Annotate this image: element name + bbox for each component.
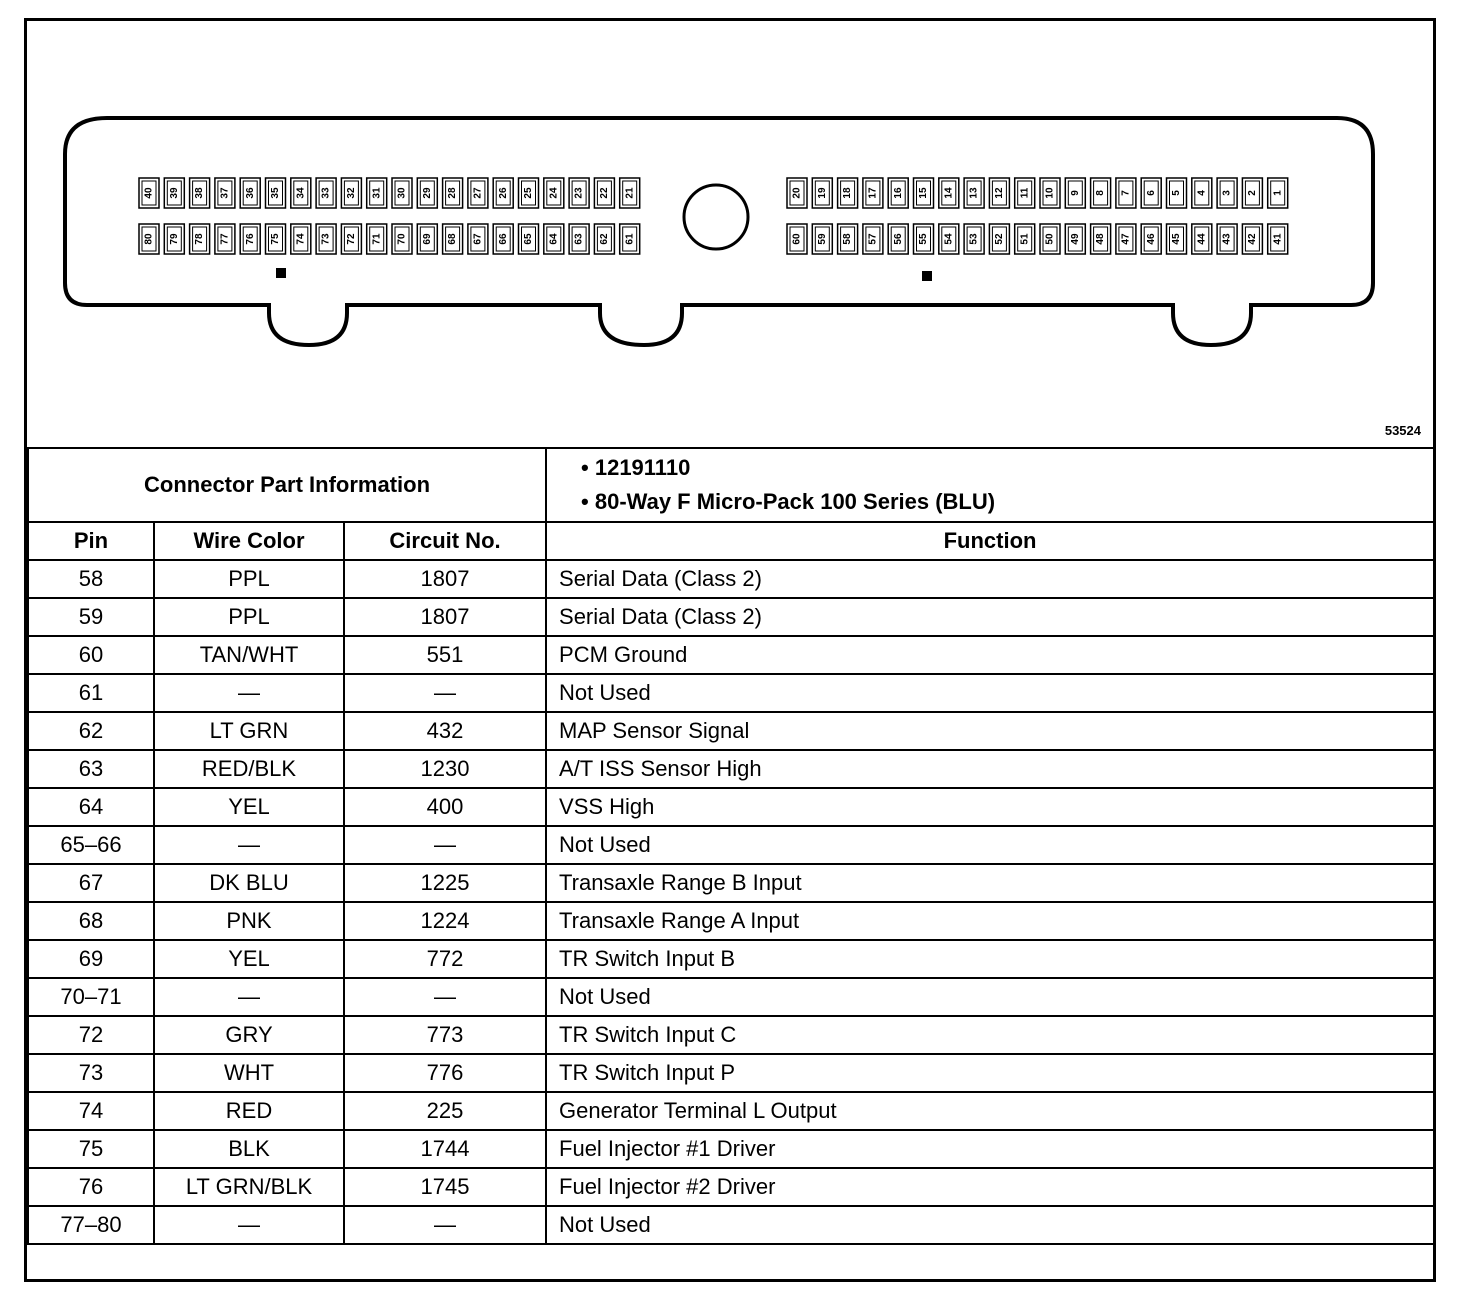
pin-66: [493, 224, 513, 254]
pin-label: 65: [523, 233, 535, 245]
function-cell: Not Used: [546, 1206, 1434, 1244]
pin-3: [1217, 178, 1237, 208]
pin-16: [888, 178, 908, 208]
pin-72: [341, 224, 361, 254]
pin-60: [787, 224, 807, 254]
circuit-cell: 1224: [344, 902, 546, 940]
pin-label: 72: [346, 233, 358, 245]
table-row: [28, 826, 1434, 864]
wire-color-cell: TAN/WHT: [154, 636, 344, 674]
pin-label: 23: [573, 187, 585, 199]
pin-label: 10: [1044, 187, 1056, 199]
pin-label: 76: [244, 233, 256, 245]
pin-18: [838, 178, 858, 208]
pin-56: [888, 224, 908, 254]
pin-label: 68: [447, 233, 459, 245]
connector-frame: [24, 18, 1436, 1282]
pin-label: 14: [943, 187, 955, 199]
connector-diagram: [27, 21, 1433, 447]
table-row: [28, 750, 1434, 788]
circuit-cell: 776: [344, 1054, 546, 1092]
pin-label: 63: [573, 233, 585, 245]
pin-label: 37: [219, 187, 231, 199]
pin-58: [838, 224, 858, 254]
function-cell: TR Switch Input B: [546, 940, 1434, 978]
pinout-table: [27, 447, 1435, 1245]
pin-cell: 75: [28, 1130, 154, 1168]
pin-label: 41: [1272, 233, 1284, 245]
pin-cell: 61: [28, 674, 154, 712]
pin-label: 17: [867, 187, 879, 199]
pin-33: [316, 178, 336, 208]
connector-outline: [27, 21, 1433, 447]
wire-color-cell: LT GRN: [154, 712, 344, 750]
pin-70: [392, 224, 412, 254]
pin-label: 60: [791, 233, 803, 245]
pin-label: 24: [548, 187, 560, 199]
pin-label: 46: [1145, 233, 1157, 245]
pin-28: [443, 178, 463, 208]
pin-label: 62: [599, 233, 611, 245]
pin-label: 32: [346, 187, 358, 199]
pin-4: [1192, 178, 1212, 208]
pin-30: [392, 178, 412, 208]
pin-78: [190, 224, 210, 254]
pin-label: 12: [994, 187, 1006, 199]
pin-label: 54: [943, 233, 955, 245]
circuit-cell: 1807: [344, 598, 546, 636]
pin-39: [164, 178, 184, 208]
pin-63: [569, 224, 589, 254]
pin-marker-left: [276, 268, 286, 278]
pin-cell: 62: [28, 712, 154, 750]
keying-hole: [684, 185, 748, 249]
pin-57: [863, 224, 883, 254]
pin-label: 53: [968, 233, 980, 245]
pin-2: [1242, 178, 1262, 208]
table-row: [28, 1130, 1434, 1168]
function-cell: Transaxle Range A Input: [546, 902, 1434, 940]
function-cell: Not Used: [546, 674, 1434, 712]
wire-color-cell: BLK: [154, 1130, 344, 1168]
pin-label: 79: [168, 233, 180, 245]
pin-24: [544, 178, 564, 208]
pin-25: [519, 178, 539, 208]
table-row: [28, 712, 1434, 750]
pin-label: 51: [1019, 233, 1031, 245]
pin-label: 57: [867, 233, 879, 245]
pin-44: [1192, 224, 1212, 254]
pin-12: [989, 178, 1009, 208]
circuit-cell: 773: [344, 1016, 546, 1054]
pin-label: 15: [918, 187, 930, 199]
pin-cell: 64: [28, 788, 154, 826]
function-cell: Fuel Injector #1 Driver: [546, 1130, 1434, 1168]
pin-7: [1116, 178, 1136, 208]
pin-73: [316, 224, 336, 254]
header-function: Function: [546, 522, 1434, 560]
pin-label: 3: [1221, 190, 1233, 196]
pin-label: 74: [295, 233, 307, 245]
pin-76: [240, 224, 260, 254]
pin-label: 45: [1171, 233, 1183, 245]
table-row: [28, 1016, 1434, 1054]
function-cell: Fuel Injector #2 Driver: [546, 1168, 1434, 1206]
pin-59: [812, 224, 832, 254]
figure-id: 53524: [1384, 423, 1421, 438]
pin-15: [914, 178, 934, 208]
function-cell: Not Used: [546, 978, 1434, 1016]
pin-label: 34: [295, 187, 307, 199]
function-cell: VSS High: [546, 788, 1434, 826]
circuit-cell: 1807: [344, 560, 546, 598]
pin-label: 59: [816, 233, 828, 245]
pin-27: [468, 178, 488, 208]
function-cell: A/T ISS Sensor High: [546, 750, 1434, 788]
connector-description: • 80-Way F Micro-Pack 100 Series (BLU): [581, 485, 1433, 519]
pin-label: 78: [194, 233, 206, 245]
header-row: [28, 522, 1434, 560]
pin-79: [164, 224, 184, 254]
function-cell: Serial Data (Class 2): [546, 598, 1434, 636]
pin-26: [493, 178, 513, 208]
pin-cell: 69: [28, 940, 154, 978]
pin-75: [266, 224, 286, 254]
wire-color-cell: WHT: [154, 1054, 344, 1092]
pin-cell: 63: [28, 750, 154, 788]
pin-49: [1065, 224, 1085, 254]
pin-cell: 59: [28, 598, 154, 636]
function-cell: TR Switch Input C: [546, 1016, 1434, 1054]
circuit-cell: 225: [344, 1092, 546, 1130]
pin-cell: 73: [28, 1054, 154, 1092]
pin-label: 73: [320, 233, 332, 245]
function-cell: TR Switch Input P: [546, 1054, 1434, 1092]
function-cell: Not Used: [546, 826, 1434, 864]
circuit-cell: —: [344, 978, 546, 1016]
pin-77: [215, 224, 235, 254]
pin-61: [620, 224, 640, 254]
pin-43: [1217, 224, 1237, 254]
pin-label: 31: [371, 187, 383, 199]
wire-color-cell: —: [154, 1206, 344, 1244]
pin-23: [569, 178, 589, 208]
pin-label: 66: [497, 233, 509, 245]
function-cell: Serial Data (Class 2): [546, 560, 1434, 598]
wire-color-cell: PPL: [154, 560, 344, 598]
pin-label: 4: [1196, 190, 1208, 196]
circuit-cell: —: [344, 674, 546, 712]
part-number: • 12191110: [581, 451, 1433, 485]
pin-34: [291, 178, 311, 208]
header-pin: Pin: [28, 522, 154, 560]
pin-20: [787, 178, 807, 208]
pin-label: 43: [1221, 233, 1233, 245]
pin-label: 52: [994, 233, 1006, 245]
pin-label: 1: [1272, 190, 1284, 196]
table-row: [28, 902, 1434, 940]
pin-label: 48: [1095, 233, 1107, 245]
pin-1: [1268, 178, 1288, 208]
pin-label: 2: [1247, 190, 1259, 196]
pin-label: 25: [523, 187, 535, 199]
function-cell: PCM Ground: [546, 636, 1434, 674]
pin-32: [341, 178, 361, 208]
pin-label: 42: [1247, 233, 1259, 245]
pin-46: [1141, 224, 1161, 254]
circuit-cell: —: [344, 826, 546, 864]
circuit-cell: 551: [344, 636, 546, 674]
table-row: [28, 1168, 1434, 1206]
header-circuit: Circuit No.: [344, 522, 546, 560]
circuit-cell: 1744: [344, 1130, 546, 1168]
table-row: [28, 864, 1434, 902]
table-row: [28, 940, 1434, 978]
wire-color-cell: —: [154, 978, 344, 1016]
wire-color-cell: —: [154, 674, 344, 712]
pin-9: [1065, 178, 1085, 208]
pin-cell: 77–80: [28, 1206, 154, 1244]
pin-cell: 67: [28, 864, 154, 902]
pin-11: [1015, 178, 1035, 208]
pin-cell: 68: [28, 902, 154, 940]
pin-label: 16: [892, 187, 904, 199]
table-row: [28, 1054, 1434, 1092]
pin-71: [367, 224, 387, 254]
wire-color-cell: PPL: [154, 598, 344, 636]
pin-label: 77: [219, 233, 231, 245]
pin-label: 9: [1069, 190, 1081, 196]
pin-label: 21: [624, 187, 636, 199]
pin-47: [1116, 224, 1136, 254]
pin-29: [417, 178, 437, 208]
pin-5: [1167, 178, 1187, 208]
pin-label: 80: [143, 233, 155, 245]
pin-cell: 76: [28, 1168, 154, 1206]
pin-label: 28: [447, 187, 459, 199]
pin-label: 70: [396, 233, 408, 245]
pin-label: 67: [472, 233, 484, 245]
pin-label: 75: [270, 233, 282, 245]
connector-info-title: Connector Part Information: [28, 448, 546, 522]
pin-17: [863, 178, 883, 208]
pin-label: 26: [497, 187, 509, 199]
pin-label: 71: [371, 233, 383, 245]
pin-label: 33: [320, 187, 332, 199]
pin-35: [266, 178, 286, 208]
pin-cell: 70–71: [28, 978, 154, 1016]
pin-37: [215, 178, 235, 208]
pin-40: [139, 178, 159, 208]
pin-68: [443, 224, 463, 254]
pin-13: [964, 178, 984, 208]
pin-45: [1167, 224, 1187, 254]
circuit-cell: 1230: [344, 750, 546, 788]
pin-19: [812, 178, 832, 208]
pin-74: [291, 224, 311, 254]
pin-cell: 65–66: [28, 826, 154, 864]
table-row: [28, 1206, 1434, 1244]
wire-color-cell: RED: [154, 1092, 344, 1130]
table-row: [28, 1092, 1434, 1130]
pin-label: 61: [624, 233, 636, 245]
wire-color-cell: RED/BLK: [154, 750, 344, 788]
pin-label: 39: [168, 187, 180, 199]
pin-cell: 60: [28, 636, 154, 674]
pin-label: 56: [892, 233, 904, 245]
pin-label: 38: [194, 187, 206, 199]
pin-label: 6: [1145, 190, 1157, 196]
circuit-cell: 1225: [344, 864, 546, 902]
pin-8: [1091, 178, 1111, 208]
pin-label: 40: [143, 187, 155, 199]
pin-label: 20: [791, 187, 803, 199]
pin-51: [1015, 224, 1035, 254]
pin-41: [1268, 224, 1288, 254]
pin-label: 22: [599, 187, 611, 199]
pin-label: 18: [842, 187, 854, 199]
pin-10: [1040, 178, 1060, 208]
pin-69: [417, 224, 437, 254]
pin-label: 44: [1196, 233, 1208, 245]
pin-80: [139, 224, 159, 254]
wire-color-cell: YEL: [154, 940, 344, 978]
table-row: [28, 598, 1434, 636]
pin-label: 50: [1044, 233, 1056, 245]
header-wire-color: Wire Color: [154, 522, 344, 560]
pin-marker-right: [922, 271, 932, 281]
wire-color-cell: DK BLU: [154, 864, 344, 902]
pin-label: 64: [548, 233, 560, 245]
pin-label: 36: [244, 187, 256, 199]
pin-6: [1141, 178, 1161, 208]
pin-55: [914, 224, 934, 254]
function-cell: Generator Terminal L Output: [546, 1092, 1434, 1130]
pin-22: [594, 178, 614, 208]
pin-label: 7: [1120, 190, 1132, 196]
pin-53: [964, 224, 984, 254]
wire-color-cell: YEL: [154, 788, 344, 826]
function-cell: Transaxle Range B Input: [546, 864, 1434, 902]
pin-label: 35: [270, 187, 282, 199]
pin-21: [620, 178, 640, 208]
pin-label: 19: [816, 187, 828, 199]
pin-62: [594, 224, 614, 254]
circuit-cell: —: [344, 1206, 546, 1244]
pin-36: [240, 178, 260, 208]
wire-color-cell: GRY: [154, 1016, 344, 1054]
pin-label: 30: [396, 187, 408, 199]
circuit-cell: 1745: [344, 1168, 546, 1206]
pin-label: 27: [472, 187, 484, 199]
function-cell: MAP Sensor Signal: [546, 712, 1434, 750]
pin-cell: 74: [28, 1092, 154, 1130]
circuit-cell: 772: [344, 940, 546, 978]
pin-label: 69: [421, 233, 433, 245]
wire-color-cell: PNK: [154, 902, 344, 940]
pin-label: 11: [1019, 187, 1031, 199]
pin-label: 49: [1069, 233, 1081, 245]
pin-67: [468, 224, 488, 254]
pin-label: 5: [1171, 190, 1183, 196]
pin-label: 13: [968, 187, 980, 199]
pin-label: 55: [918, 233, 930, 245]
wire-color-cell: LT GRN/BLK: [154, 1168, 344, 1206]
table-row: [28, 978, 1434, 1016]
circuit-cell: 400: [344, 788, 546, 826]
pin-cell: 72: [28, 1016, 154, 1054]
pin-42: [1242, 224, 1262, 254]
pin-48: [1091, 224, 1111, 254]
pin-label: 29: [421, 187, 433, 199]
pin-38: [190, 178, 210, 208]
pin-label: 47: [1120, 233, 1132, 245]
circuit-cell: 432: [344, 712, 546, 750]
pin-50: [1040, 224, 1060, 254]
table-row: [28, 788, 1434, 826]
pin-31: [367, 178, 387, 208]
table-row: [28, 674, 1434, 712]
wire-color-cell: —: [154, 826, 344, 864]
pin-label: 58: [842, 233, 854, 245]
connector-info-cell: [546, 448, 1434, 522]
pin-54: [939, 224, 959, 254]
pin-52: [989, 224, 1009, 254]
connector-info-row: [28, 448, 1434, 522]
pin-14: [939, 178, 959, 208]
pin-65: [519, 224, 539, 254]
table-row: [28, 560, 1434, 598]
pin-64: [544, 224, 564, 254]
table-row: [28, 636, 1434, 674]
pin-cell: 58: [28, 560, 154, 598]
pin-label: 8: [1095, 190, 1107, 196]
